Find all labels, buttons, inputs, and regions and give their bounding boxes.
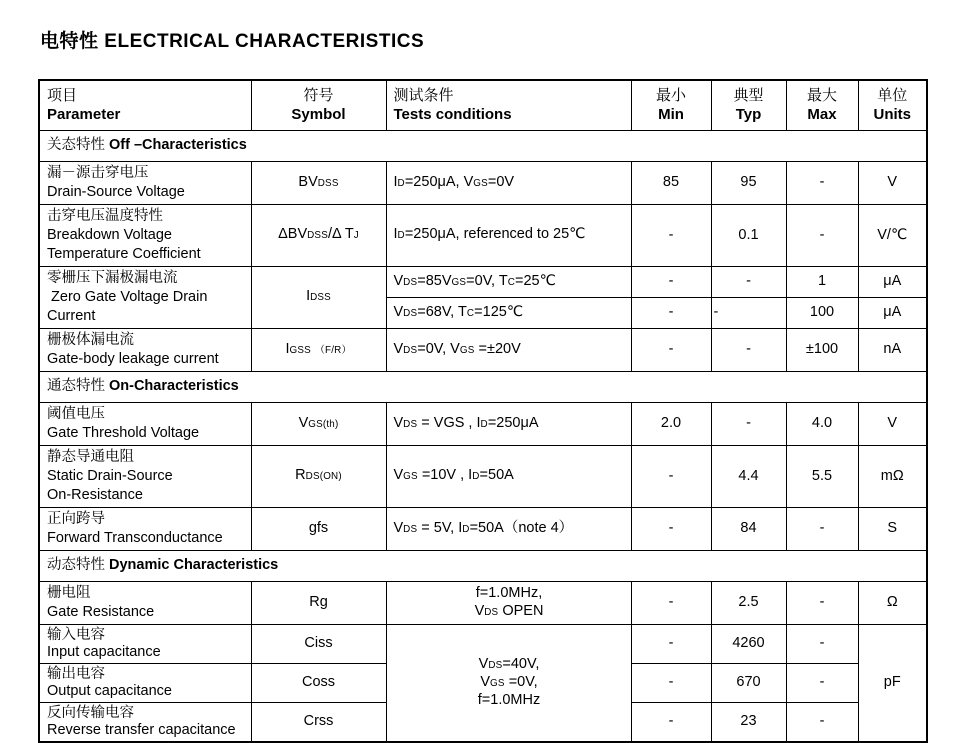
conditions-cell: ID=250μA, referenced to 25℃: [386, 204, 631, 266]
table-header-row: [39, 80, 927, 130]
typ-cell: 84: [711, 507, 786, 550]
typ-cell: 95: [711, 161, 786, 204]
param-cell: 输入电容 Input capacitance: [39, 624, 251, 663]
section-header-row: [39, 130, 927, 161]
units-cell: Ω: [858, 581, 927, 624]
units-cell: pF: [858, 624, 927, 742]
section-title-zh: 关态特性: [47, 137, 105, 153]
units-cell: nA: [858, 328, 927, 371]
header-min: [631, 80, 711, 130]
symbol-cell: VGS(th): [251, 402, 386, 445]
header-symbol: [251, 80, 386, 130]
param-cell: 反向传输电容 Reverse transfer capacitance: [39, 702, 251, 742]
param-cell: 栅电阻 Gate Resistance: [39, 581, 251, 624]
typ-cell: -: [711, 328, 786, 371]
conditions-cell: VDS=85VGS=0V, TC=25℃: [386, 266, 631, 297]
typ-cell: 0.1: [711, 204, 786, 266]
conditions-cell: VDS=0V, VGS =±20V: [386, 328, 631, 371]
min-cell: -: [631, 328, 711, 371]
header-max-en: Max: [807, 106, 837, 124]
table-row: [39, 624, 927, 663]
max-cell: 1: [786, 266, 858, 297]
min-cell: -: [631, 624, 711, 663]
section-title: [39, 550, 927, 581]
header-units-zh: 单位: [877, 87, 908, 105]
section-title-en: Off –Characteristics: [109, 137, 247, 153]
table-row: [39, 161, 927, 204]
header-parameter: [39, 80, 251, 130]
header-typ: [711, 80, 786, 130]
table-row: [39, 445, 927, 507]
section-title-en: On-Characteristics: [109, 378, 239, 394]
param-cell: 击穿电压温度特性 Breakdown Voltage Temperature Coefficient: [39, 204, 251, 266]
table-row: [39, 507, 927, 550]
table-row: [39, 581, 927, 624]
min-cell: 85: [631, 161, 711, 204]
min-cell: 2.0: [631, 402, 711, 445]
header-parameter-en: Parameter: [47, 106, 121, 124]
header-typ-zh: 典型: [733, 87, 764, 105]
page-title-en: ELECTRICAL CHARACTERISTICS: [104, 31, 425, 52]
max-cell: -: [786, 581, 858, 624]
units-cell: V/℃: [858, 204, 927, 266]
section-title-zh: 通态特性: [47, 378, 105, 394]
section-title-zh: 动态特性: [47, 557, 105, 573]
page-title: [40, 26, 977, 53]
header-max-zh: 最大: [806, 87, 837, 105]
symbol-cell: Coss: [251, 663, 386, 702]
section-header-row: [39, 550, 927, 581]
header-units: [858, 80, 927, 130]
header-units-en: Units: [873, 106, 911, 124]
max-cell: -: [786, 204, 858, 266]
conditions-cell: ID=250μA, VGS=0V: [386, 161, 631, 204]
param-cell: 阈值电压 Gate Threshold Voltage: [39, 402, 251, 445]
header-symbol-en: Symbol: [291, 106, 346, 124]
max-cell: 5.5: [786, 445, 858, 507]
units-cell: V: [858, 161, 927, 204]
conditions-cell: VDS = VGS , ID=250μA: [386, 402, 631, 445]
symbol-cell: RDS(ON): [251, 445, 386, 507]
min-cell: -: [631, 581, 711, 624]
symbol-cell: Ciss: [251, 624, 386, 663]
max-cell: 100: [786, 297, 858, 328]
typ-cell: 23: [711, 702, 786, 742]
min-cell: -: [631, 445, 711, 507]
conditions-cell: VDS = 5V, ID=50A（note 4）: [386, 507, 631, 550]
units-cell: μA: [858, 297, 927, 328]
section-title: [39, 130, 927, 161]
conditions-cell: f=1.0MHz, VDS OPEN: [386, 581, 631, 624]
min-cell: -: [631, 507, 711, 550]
section-title: [39, 371, 927, 402]
characteristics-table: [38, 79, 928, 743]
header-conditions: [386, 80, 631, 130]
typ-cell: 670: [711, 663, 786, 702]
typ-cell: -: [711, 297, 786, 328]
header-symbol-zh: 符号: [303, 87, 334, 105]
typ-cell: 2.5: [711, 581, 786, 624]
symbol-cell: IDSS: [251, 266, 386, 328]
param-cell: 静态导通电阻 Static Drain-Source On-Resistance: [39, 445, 251, 507]
table-row: [39, 402, 927, 445]
param-cell: 漏－源击穿电压 Drain-Source Voltage: [39, 161, 251, 204]
symbol-cell: gfs: [251, 507, 386, 550]
symbol-cell: Rg: [251, 581, 386, 624]
max-cell: -: [786, 663, 858, 702]
min-cell: -: [631, 702, 711, 742]
max-cell: 4.0: [786, 402, 858, 445]
symbol-cell: IGSS （F/R）: [251, 328, 386, 371]
min-cell: -: [631, 297, 711, 328]
symbol-cell: BVDSS: [251, 161, 386, 204]
max-cell: -: [786, 507, 858, 550]
section-title-en: Dynamic Characteristics: [109, 557, 279, 573]
table-body: [39, 130, 927, 742]
max-cell: ±100: [786, 328, 858, 371]
header-conditions-zh: 测试条件: [393, 87, 454, 105]
typ-cell: -: [711, 402, 786, 445]
conditions-cell: VGS =10V , ID=50A: [386, 445, 631, 507]
typ-cell: -: [711, 266, 786, 297]
min-cell: -: [631, 266, 711, 297]
table-row: [39, 204, 927, 266]
header-typ-en: Typ: [735, 106, 762, 124]
page-title-zh: 电特性: [40, 31, 99, 52]
max-cell: -: [786, 161, 858, 204]
param-cell: 正向跨导 Forward Transconductance: [39, 507, 251, 550]
symbol-cell: Crss: [251, 702, 386, 742]
header-max: [786, 80, 858, 130]
header-conditions-en: Tests conditions: [393, 106, 512, 124]
conditions-cell: VDS=40V, VGS =0V, f=1.0MHz: [386, 624, 631, 742]
typ-cell: 4260: [711, 624, 786, 663]
table-row: [39, 328, 927, 371]
conditions-cell: VDS=68V, TC=125℃: [386, 297, 631, 328]
max-cell: -: [786, 702, 858, 742]
header-parameter-zh: 项目: [47, 87, 78, 105]
header-min-zh: 最小: [655, 87, 686, 105]
table-row: [39, 266, 927, 297]
min-cell: -: [631, 663, 711, 702]
section-header-row: [39, 371, 927, 402]
min-cell: -: [631, 204, 711, 266]
param-cell: 零栅压下漏极漏电流 Zero Gate Voltage Drain Current: [39, 266, 251, 328]
param-cell: 栅极体漏电流 Gate-body leakage current: [39, 328, 251, 371]
param-cell: 输出电容 Output capacitance: [39, 663, 251, 702]
units-cell: μA: [858, 266, 927, 297]
units-cell: V: [858, 402, 927, 445]
units-cell: S: [858, 507, 927, 550]
max-cell: -: [786, 624, 858, 663]
symbol-cell: ΔBVDSS/Δ TJ: [251, 204, 386, 266]
units-cell: mΩ: [858, 445, 927, 507]
header-min-en: Min: [658, 106, 684, 124]
typ-cell: 4.4: [711, 445, 786, 507]
